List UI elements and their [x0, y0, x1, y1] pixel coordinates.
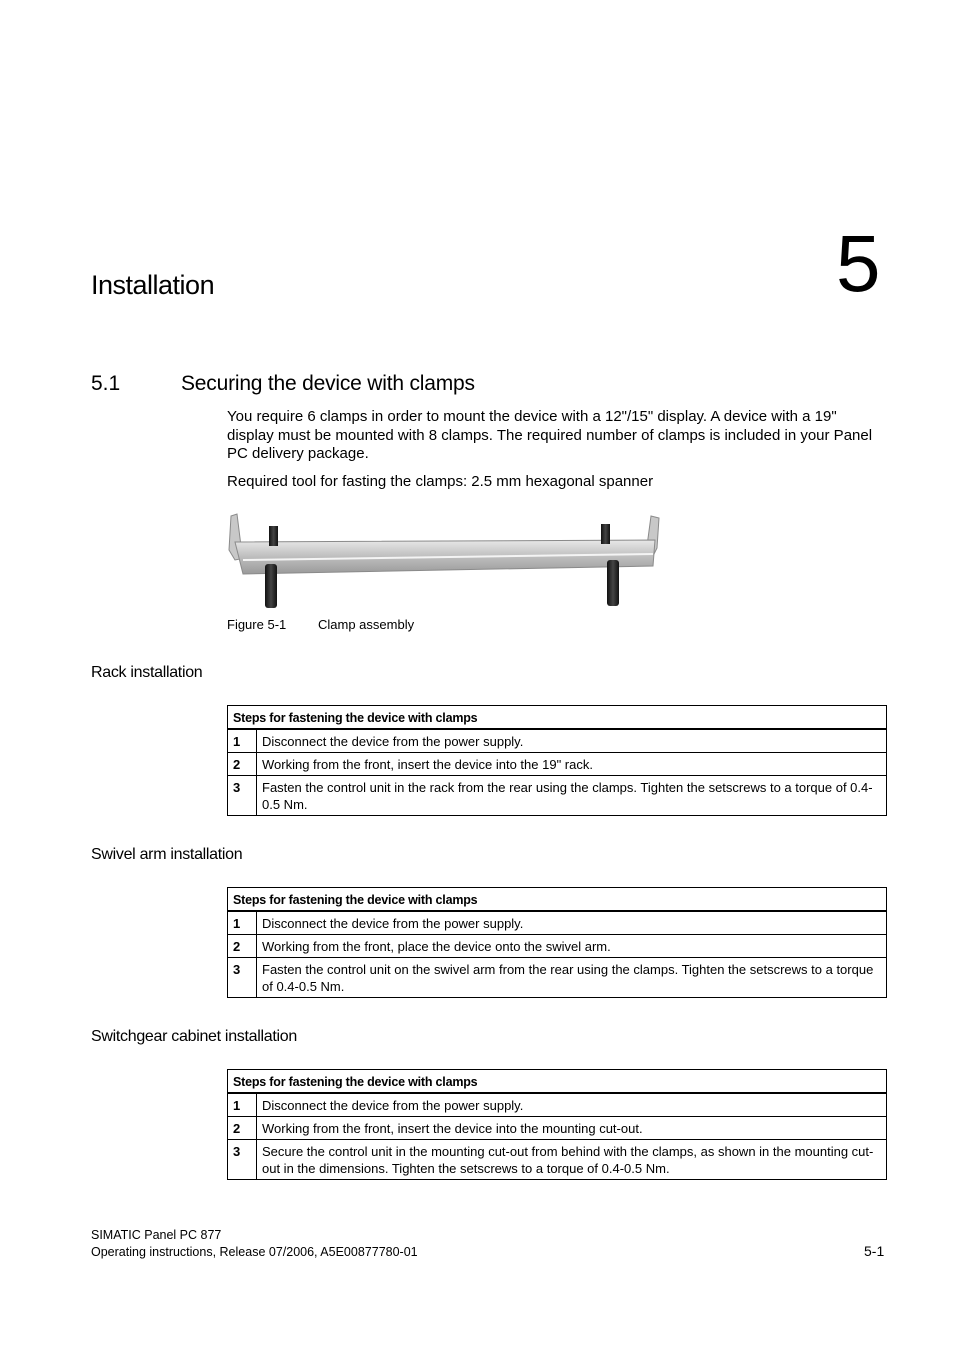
table-row: 2 Working from the front, insert the device into the mounting cut-out.	[228, 1117, 887, 1140]
section-title: Securing the device with clamps	[181, 372, 475, 395]
table-row: 1 Disconnect the device from the power supply.	[228, 729, 887, 753]
steps-table-rack	[227, 705, 887, 816]
table-row: 3 Secure the control unit in the mounting cut-out from behind with the clamps, as shown in the mounting cut-out in the dimensions. Tighten the setscrews to a torque of 0.4-0.5 Nm.	[228, 1140, 887, 1180]
footer-document: Operating instructions, Release 07/2006, A5E00877780-01	[91, 1245, 418, 1259]
table-header: Steps for fastening the device with clamps	[228, 1070, 887, 1094]
figure-caption	[227, 617, 414, 632]
table-header: Steps for fastening the device with clamps	[228, 888, 887, 912]
table-row: 3 Fasten the control unit in the rack from the rear using the clamps. Tighten the setscrews to a torque of 0.4-0.5 Nm.	[228, 776, 887, 816]
table-row: 2 Working from the front, insert the device into the 19" rack.	[228, 753, 887, 776]
subsection-title-rack: Rack installation	[91, 664, 203, 681]
figure-caption-text: Clamp assembly	[318, 617, 415, 632]
page-number: 5-1	[864, 1243, 885, 1259]
table-row: 1 Disconnect the device from the power supply.	[228, 1093, 887, 1117]
table-row: 1 Disconnect the device from the power supply.	[228, 911, 887, 935]
subsection-title-switchgear: Switchgear cabinet installation	[91, 1028, 297, 1045]
clamp-assembly-image	[227, 510, 663, 612]
tool-paragraph: Required tool for fasting the clamps: 2.5 mm hexagonal spanner	[227, 473, 654, 490]
subsection-title-swivel-arm: Swivel arm installation	[91, 846, 243, 863]
table-row: 3 Fasten the control unit on the swivel arm from the rear using the clamps. Tighten the setscrews to a torque of 0.4-0.5 Nm.	[228, 958, 887, 998]
table-row: 2 Working from the front, place the device onto the swivel arm.	[228, 935, 887, 958]
steps-table-switchgear	[227, 1069, 887, 1180]
table-header: Steps for fastening the device with clamps	[228, 706, 887, 730]
chapter-number: 5	[836, 219, 881, 308]
figure-label: Figure 5-1	[227, 617, 287, 632]
intro-paragraph: You require 6 clamps in order to mount the device with a 12"/15" display. A device with a 19" display must be mounted with 8 clamps. The required number of clamps is included in your Panel PC delivery package.	[227, 408, 873, 462]
footer-product: SIMATIC Panel PC 877	[91, 1228, 222, 1242]
section-number: 5.1	[91, 372, 121, 395]
steps-table-swivel-arm	[227, 887, 887, 998]
chapter-title: Installation	[91, 270, 215, 300]
